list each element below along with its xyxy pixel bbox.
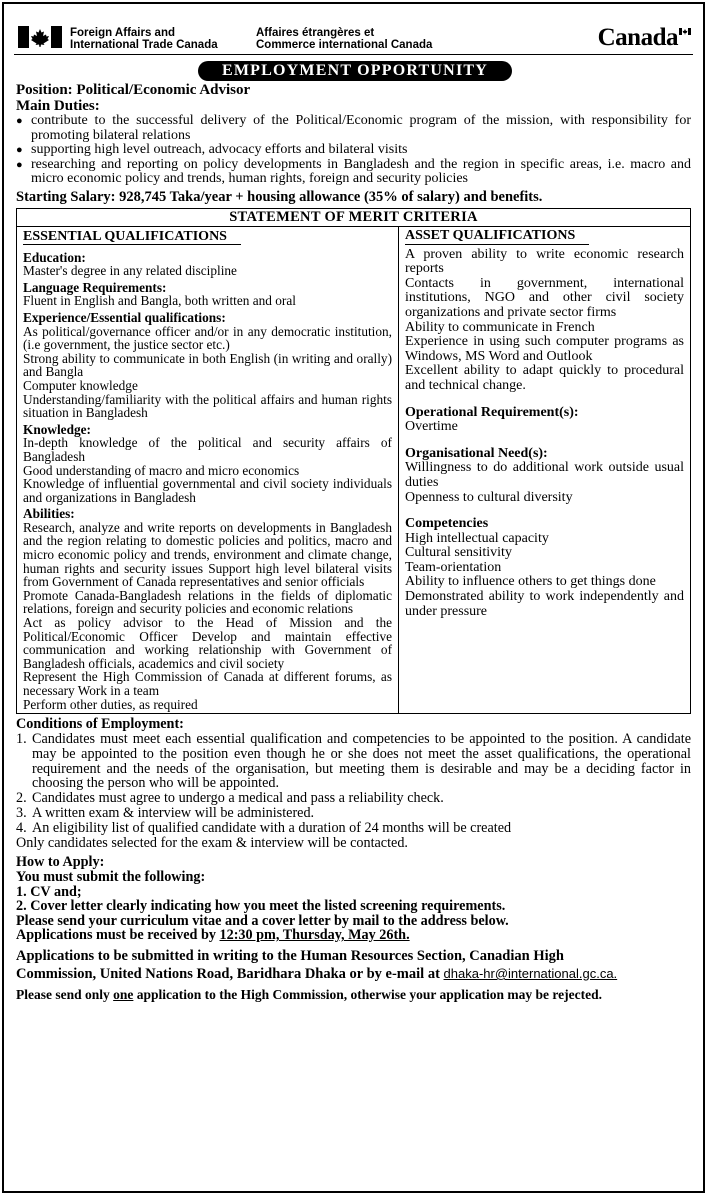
essential-qualifications-column: [17, 227, 399, 713]
department-name-french: [256, 27, 432, 51]
asset-heading: ASSET QUALIFICATIONS: [405, 229, 589, 245]
ad-body: [16, 82, 691, 1002]
submission-line-2-text: Commission, United Nations Road, Baridhara Dhaka or by e-mail at: [16, 965, 440, 982]
abilities-heading: Abilities:: [23, 506, 75, 522]
department-name-english: [70, 27, 218, 51]
last-note-prefix: Please send only: [16, 986, 110, 1002]
education-heading: Education:: [23, 249, 86, 265]
dept-en-line-2: International Trade Canada: [70, 39, 218, 51]
asset-item: Ability to communicate in French: [405, 319, 595, 335]
asset-item: Excellent ability to adapt quickly to procedural and technical change.: [405, 363, 684, 393]
organisational-need-item: Willingness to do additional work outside usual duties: [405, 460, 684, 490]
dept-fr-line-1: Affaires étrangères et: [256, 27, 375, 39]
submission-line-2: [16, 965, 691, 983]
operational-requirement-text: Overtime: [405, 419, 458, 435]
wordmark-text: Canada: [597, 24, 678, 51]
ability-item: Perform other duties, as required: [23, 696, 198, 712]
merit-columns: [17, 227, 690, 713]
apply-item-cover-letter: 2. Cover letter clearly indicating how you meet the listed screening requirements.: [16, 898, 506, 915]
condition-item: [16, 806, 691, 821]
duty-item: ● researching and reporting on policy developments in Bangladesh and the region in specific areas, i.e. macro and micro economic policy and trends, human rights, foreign and security policies: [16, 158, 691, 187]
condition-number: 2.: [16, 790, 27, 807]
knowledge-heading: Knowledge:: [23, 421, 91, 437]
apply-deadline: [16, 928, 691, 943]
header: [4, 4, 703, 56]
asset-qualifications-column: [399, 227, 690, 713]
experience-item: Understanding/familiarity with the political affairs and human rights situation in Bangladesh: [23, 391, 392, 421]
competency-item: Team-orientation: [405, 559, 502, 575]
hr-email-link[interactable]: dhaka-hr@international.gc.ca.: [443, 965, 618, 981]
position-label: Position:: [16, 82, 73, 98]
canada-wordmark: [598, 24, 691, 52]
advertisement: [2, 2, 705, 1193]
asset-item: Experience in using such computer programs as Windows, MS Word and Outlook: [405, 334, 684, 364]
position-title: Political/Economic Advisor: [76, 82, 251, 98]
conditions-of-employment: [16, 717, 691, 850]
apply-heading: How to Apply:: [16, 854, 105, 871]
competency-item: Ability to influence others to get things done: [405, 574, 656, 590]
position-line: [16, 82, 691, 98]
condition-item: [16, 732, 691, 791]
dept-en-line-1: Foreign Affairs and: [70, 27, 175, 39]
language-heading: Language Requirements:: [23, 279, 167, 295]
competencies-heading: Competencies: [405, 516, 489, 532]
canada-flag-icon: [18, 26, 62, 48]
apply-mail-instructions: Please send your curriculum vitae and a cover letter by mail to the address below.: [16, 912, 509, 929]
merit-criteria-title: STATEMENT OF MERIT CRITERIA: [17, 209, 690, 227]
conditions-heading: Conditions of Employment:: [16, 716, 184, 733]
condition-text: An eligibility list of qualified candidate with a duration of 24 months will be created: [32, 819, 512, 836]
banner-employment-opportunity: EMPLOYMENT OPPORTUNITY: [198, 61, 512, 81]
competency-item: Cultural sensitivity: [405, 545, 512, 561]
duty-item: ● supporting high level outreach, advocacy efforts and bilateral visits: [16, 143, 691, 158]
last-note-one: one: [113, 986, 134, 1002]
experience-item: Computer knowledge: [23, 377, 138, 393]
one-application-note: [16, 988, 691, 1003]
condition-item: [16, 791, 691, 806]
dept-fr-line-2: Commerce international Canada: [256, 39, 433, 51]
ability-item: Research, analyze and write reports on developments in Bangladesh and the region relating to domestic policies and politics, macro and micro economic policy and trends, environment and climate change, human rights and security issues Support high level bilateral visits from Government of Canada representatives and senior officials: [23, 519, 392, 590]
deadline-date: 12:30 pm, Thursday, May 26th.: [219, 927, 410, 944]
experience-item: Strong ability to communicate in both English (in writing and orally) and Bangla: [23, 350, 392, 380]
knowledge-item: Knowledge of influential governmental and civil society individuals and organizations in Bangladesh: [23, 476, 392, 505]
header-rule: [14, 54, 693, 55]
wordmark-flag-icon: [679, 28, 691, 35]
competency-item: High intellectual capacity: [405, 530, 549, 546]
submission-line-1: Applications to be submitted in writing to the Human Resources Section, Canadian High: [16, 947, 564, 964]
asset-item: Contacts in government, international institutions, NGO and other civil society organizations and private sector firms: [405, 275, 684, 320]
condition-text: Candidates must meet each essential qualification and competencies to be appointed to the position. A candidate may be appointed to the position even though he or she does not meet the asset qualifications, the operational requirement and the needs of the organisation, but meeting them is desirable and may be a deciding factor in choosing the person who will be appointed.: [32, 730, 691, 792]
condition-text: A written exam & interview will be administered.: [32, 804, 315, 821]
last-note-suffix: application to the High Commission, otherwise your application may be rejected.: [136, 986, 603, 1002]
asset-item: A proven ability to write economic research reports: [405, 246, 684, 277]
how-to-apply: [16, 855, 691, 943]
experience-heading: Experience/Essential qualifications:: [23, 309, 226, 325]
condition-number: 1.: [16, 730, 27, 747]
condition-number: 3.: [16, 804, 27, 821]
deadline-prefix: Applications must be received by: [16, 927, 216, 944]
apply-submit-line: You must submit the following:: [16, 868, 206, 885]
education-text: Master's degree in any related discipline: [23, 263, 237, 279]
duties-heading: Main Duties:: [16, 98, 100, 114]
condition-number: 4.: [16, 819, 27, 836]
duty-item: ● contribute to the successful delivery of the Political/Economic program of the mission, with responsibility for promoting bilateral relations: [16, 114, 691, 143]
language-text: Fluent in English and Bangla, both written and oral: [23, 293, 296, 309]
ability-item: Promote Canada-Bangladesh relations in the fields of diplomatic relations, foreign and security policies and economic relations: [23, 587, 392, 617]
starting-salary: Starting Salary: 928,745 Taka/year + housing allowance (35% of salary) and benefits.: [16, 188, 543, 205]
condition-text: Candidates must agree to undergo a medical and pass a reliability check.: [32, 790, 444, 807]
experience-item: As political/governance officer and/or in any democratic institution, (i.e government, the justice sector etc.): [23, 323, 392, 353]
ability-item: Represent the High Commission of Canada at different forums, as necessary Work in a team: [23, 669, 392, 698]
conditions-note: Only candidates selected for the exam & interview will be contacted.: [16, 834, 408, 851]
merit-criteria-box: [16, 208, 691, 714]
knowledge-item: In-depth knowledge of the political and security affairs of Bangladesh: [23, 435, 392, 464]
ability-item: Act as policy advisor to the Head of Mission and the Political/Economic Officer Develop and maintain effective communication and working relationship with Government of Bangladesh officials, academics and civil society: [23, 615, 392, 671]
operational-requirement-heading: Operational Requirement(s):: [405, 404, 579, 420]
duties-list: [16, 114, 691, 187]
organisational-need-item: Openness to cultural diversity: [405, 489, 573, 505]
knowledge-item: Good understanding of macro and micro economics: [23, 462, 300, 478]
essential-heading: ESSENTIAL QUALIFICATIONS: [23, 230, 241, 245]
submission-address: [16, 948, 691, 983]
conditions-list: [16, 732, 691, 836]
competency-item: Demonstrated ability to work independently and under pressure: [405, 589, 684, 619]
apply-item-cv: 1. CV and;: [16, 883, 82, 900]
condition-item: [16, 821, 691, 836]
organisational-need-heading: Organisational Need(s):: [405, 445, 548, 461]
